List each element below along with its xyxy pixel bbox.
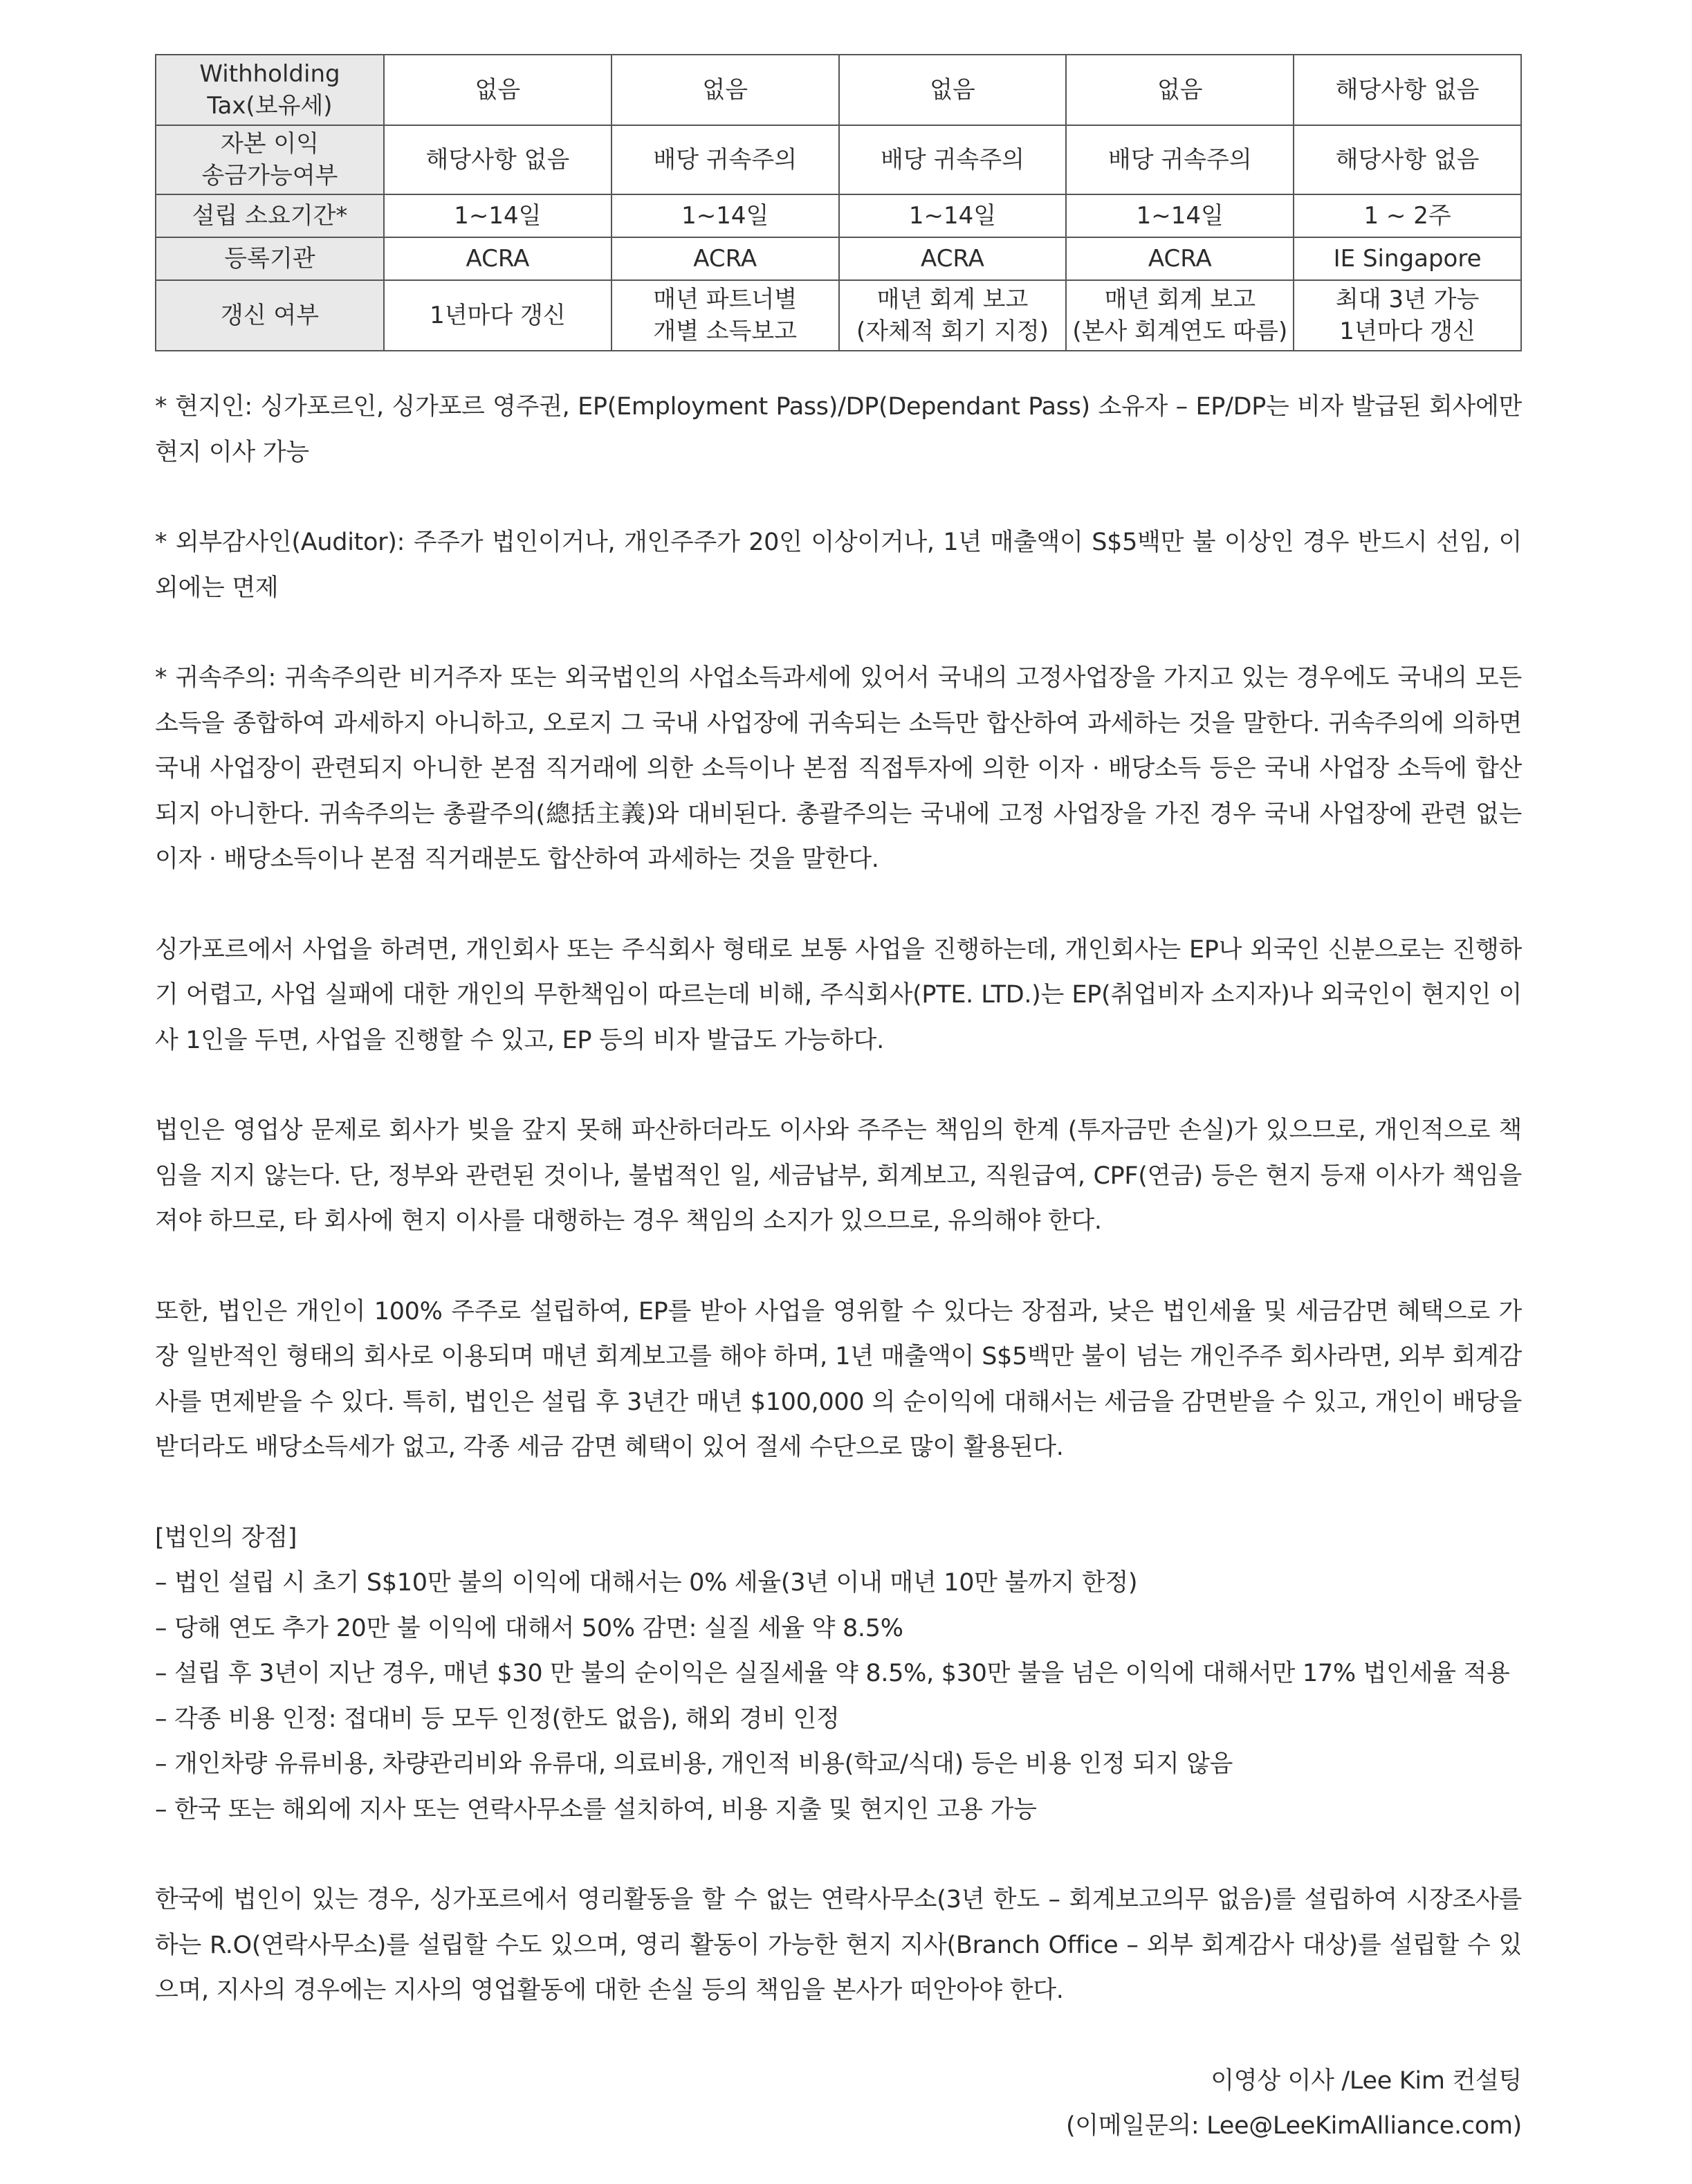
- table-cell: 최대 3년 가능 1년마다 갱신: [1294, 280, 1521, 351]
- author-signature: 이영상 이사 /Lee Kim 컨설팅: [1211, 2066, 1522, 2095]
- paragraph-corporation-benefits: 또한, 법인은 개인이 100% 주주로 설립하여, EP를 받아 사업을 영위할 수 있다는 장점과, 낮은 법인세율 및 세금감면 혜택으로 가장 일반적인 형태의 회사로 이용되며 매년 회계보고를 해야 하며, 1년 매출액이 S$5백만 불이 넘는 개인주주 회사라면, 외부 회계감사를 면제받을 수 있다. 특히, 법인은 설립 후 3년간 매년 $100,000 의 순이익에 대해서는 세금을 감면받을 수 있고, 개인이 배당을 받더라도 배당소득세가 없고, 각종 세금 감면 혜택이 있어 절세 수단으로 많이 활용된다.: [155, 1297, 1522, 1461]
- list-item: – 설립 후 3년이 지난 경우, 매년 $30 만 불의 순이익은 실질세율 약 8.5%, $30만 불을 넘은 이익에 대해서만 17% 법인세율 적용: [155, 1660, 1510, 1687]
- comparison-table: [155, 54, 1522, 351]
- table-cell: 해당사항 없음: [1294, 55, 1521, 125]
- table-cell: 1 ~ 2주: [1294, 194, 1521, 237]
- table-cell: 해당사항 없음: [384, 125, 611, 194]
- row-label: 설립 소요기간*: [156, 194, 384, 237]
- table-cell: IE Singapore: [1294, 237, 1521, 280]
- row-label: 등록기관: [156, 237, 384, 280]
- table-cell: 매년 회계 보고 (본사 회계연도 따름): [1066, 280, 1294, 351]
- table-cell: ACRA: [839, 237, 1067, 280]
- table-cell: 해당사항 없음: [1294, 125, 1521, 194]
- list-item: – 개인차량 유류비용, 차량관리비와 유류대, 의료비용, 개인적 비용(학교/식대) 등은 비용 인정 되지 않음: [155, 1750, 1233, 1778]
- table-cell: 배당 귀속주의: [611, 125, 839, 194]
- table-cell: 1~14일: [611, 194, 839, 237]
- table-cell: ACRA: [1066, 237, 1294, 280]
- table-cell: 1~14일: [1066, 194, 1294, 237]
- note-auditor: * 외부감사인(Auditor): 주주가 법인이거나, 개인주주가 20인 이상이거나, 1년 매출액이 S$5백만 불 이상인 경우 반드시 선임, 이외에는 면제: [155, 529, 1522, 602]
- list-item: – 법인 설립 시 초기 S$10만 불의 이익에 대해서는 0% 세율(3년 이내 매년 10만 불까지 한정): [155, 1569, 1138, 1597]
- paragraph-business-forms: 싱가포르에서 사업을 하려면, 개인회사 또는 주식회사 형태로 보통 사업을 진행하는데, 개인회사는 EP나 외국인 신분으로는 진행하기 어렵고, 사업 실패에 대한 개인의 무한책임이 따르는데 비해, 주식회사(PTE. LTD.)는 EP(취업비자 소지자)나 외국인이 현지인 이사 1인을 두면, 사업을 진행할 수 있고, EP 등의 비자 발급도 가능하다.: [155, 935, 1522, 1054]
- comparison-table-grid: [155, 54, 1522, 351]
- list-item: – 한국 또는 해외에 지사 또는 연락사무소를 설치하여, 비용 지출 및 현지인 고용 가능: [155, 1795, 1037, 1824]
- article-body: [155, 385, 1522, 2149]
- table-cell: ACRA: [611, 237, 839, 280]
- row-label: Withholding Tax(보유세): [156, 55, 384, 125]
- table-cell: 1~14일: [839, 194, 1067, 237]
- table-cell: 배당 귀속주의: [1066, 125, 1294, 194]
- table-cell: 배당 귀속주의: [839, 125, 1067, 194]
- table-cell: ACRA: [384, 237, 611, 280]
- author-email: (이메일문의: Lee@LeeKimAlliance.com): [1065, 2112, 1522, 2140]
- row-label: 갱신 여부: [156, 280, 384, 351]
- paragraph-liability: 법인은 영업상 문제로 회사가 빚을 갚지 못해 파산하더라도 이사와 주주는 책임의 한계 (투자금만 손실)가 있으므로, 개인적으로 책임을 지지 않는다. 단, 정부와 관련된 것이나, 불법적인 일, 세금납부, 회계보고, 직원급여, CPF(연금) 등은 현지 등재 이사가 책임을 져야 하므로, 타 회사에 현지 이사를 대행하는 경우 책임의 소지가 있으므로, 유의해야 한다.: [155, 1117, 1522, 1235]
- table-row-registrar: [156, 237, 1521, 280]
- row-label: 자본 이익 송금가능여부: [156, 125, 384, 194]
- list-item: – 각종 비용 인정: 접대비 등 모두 인정(한도 없음), 해외 경비 인정: [155, 1705, 840, 1733]
- note-attribution: * 귀속주의: 귀속주의란 비거주자 또는 외국법인의 사업소득과세에 있어서 국내의 고정사업장을 가지고 있는 경우에도 국내의 모든 소득을 종합하여 과세하지 아니하고, 오로지 그 국내 사업장에 귀속되는 소득만 합산하여 과세하는 것을 말한다. 귀속주의에 의하면 국내 사업장이 관련되지 아니한 본점 직거래에 의한 소득이나 본점 직접투자에 의한 이자 · 배당소득 등은 국내 사업장 소득에 합산되지 아니한다. 귀속주의는 총괄주의(總括主義)와 대비된다. 총괄주의는 국내에 고정 사업장을 가진 경우 국내 사업장에 관련 없는 이자 · 배당소득이나 본점 직거래분도 합산하여 과세하는 것을 말한다.: [155, 664, 1522, 873]
- table-cell: 없음: [1066, 55, 1294, 125]
- advantages-title: [법인의 장점]: [155, 1523, 297, 1552]
- list-item: – 당해 연도 추가 20만 불 이익에 대해서 50% 감면: 실질 세율 약 8.5%: [155, 1614, 903, 1642]
- table-cell: 1~14일: [384, 194, 611, 237]
- note-local-resident: * 현지인: 싱가포르인, 싱가포르 영주권, EP(Employment Pass)/DP(Dependant Pass) 소유자 – EP/DP는 비자 발급된 회사에만 현지 이사 가능: [155, 393, 1522, 466]
- paragraph-branch-office: 한국에 법인이 있는 경우, 싱가포르에서 영리활동을 할 수 없는 연락사무소(3년 한도 – 회계보고의무 없음)를 설립하여 시장조사를 하는 R.O(연락사무소)를 설립할 수도 있으며, 영리 활동이 가능한 현지 지사(Branch Office – 외부 회계감사 대상)를 설립할 수 있으며, 지사의 경우에는 지사의 영업활동에 대한 손실 등의 책임을 본사가 떠안아야 한다.: [155, 1886, 1522, 2004]
- table-cell: 없음: [611, 55, 839, 125]
- table-row-renewal: [156, 280, 1521, 351]
- table-cell: 없음: [384, 55, 611, 125]
- table-cell: 1년마다 갱신: [384, 280, 611, 351]
- table-row-setup-time: [156, 194, 1521, 237]
- table-cell: 매년 회계 보고 (자체적 회기 지정): [839, 280, 1067, 351]
- table-row-capital-remittance: [156, 125, 1521, 194]
- table-cell: 매년 파트너별 개별 소득보고: [611, 280, 839, 351]
- table-cell: 없음: [839, 55, 1067, 125]
- table-row-withholding-tax: [156, 55, 1521, 125]
